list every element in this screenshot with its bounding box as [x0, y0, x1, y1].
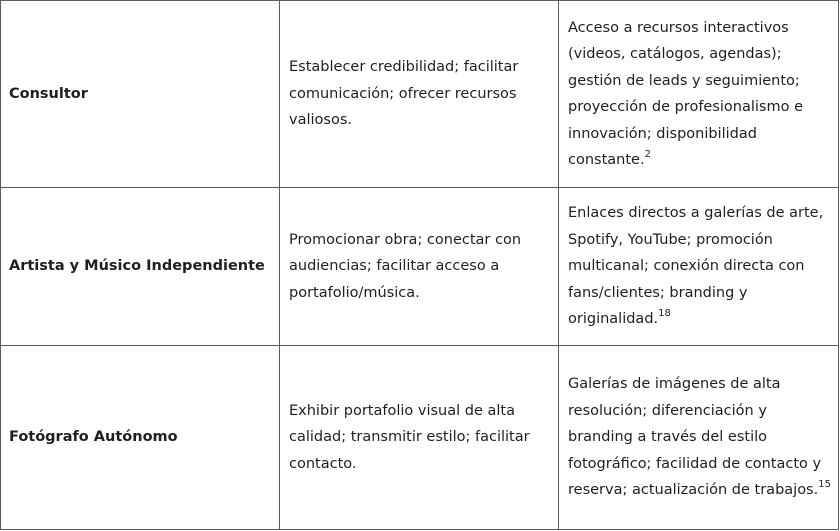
- role-cell: Artista y Músico Independiente: [1, 188, 280, 346]
- table-row: [1, 188, 839, 346]
- footnote-ref[interactable]: 2: [644, 149, 651, 161]
- table-row: [1, 346, 839, 530]
- benefits-cell: [559, 1, 839, 188]
- goal-cell: Establecer credibilidad; facilitar comunicación; ofrecer recursos valiosos.: [280, 1, 559, 188]
- benefits-cell: [559, 188, 839, 346]
- benefits-text: Galerías de imágenes de alta resolución; diferenciación y branding a través del estilo fotográfico; facilidad de contacto y reserva; actualización de trabajos.: [568, 376, 822, 499]
- goal-cell: Promocionar obra; conectar con audiencias; facilitar acceso a portafolio/música.: [280, 188, 559, 346]
- goal-cell: Exhibir portafolio visual de alta calidad; transmitir estilo; facilitar contacto.: [280, 346, 559, 530]
- footnote-ref[interactable]: 15: [818, 479, 831, 491]
- role-cell: Consultor: [1, 1, 280, 188]
- benefits-text: Enlaces directos a galerías de arte, Spotify, YouTube; promoción multicanal; conexión directa con fans/clientes; branding y originalidad.: [568, 205, 824, 328]
- footnote-ref[interactable]: 18: [658, 308, 671, 320]
- benefits-cell: [559, 346, 839, 530]
- table-row: [1, 1, 839, 188]
- benefits-text: Acceso a recursos interactivos (videos, catálogos, agendas); gestión de leads y seguimiento; proyección de profesionalismo e innovación; disponibilidad constante.: [568, 19, 804, 168]
- role-cell: Fotógrafo Autónomo: [1, 346, 280, 530]
